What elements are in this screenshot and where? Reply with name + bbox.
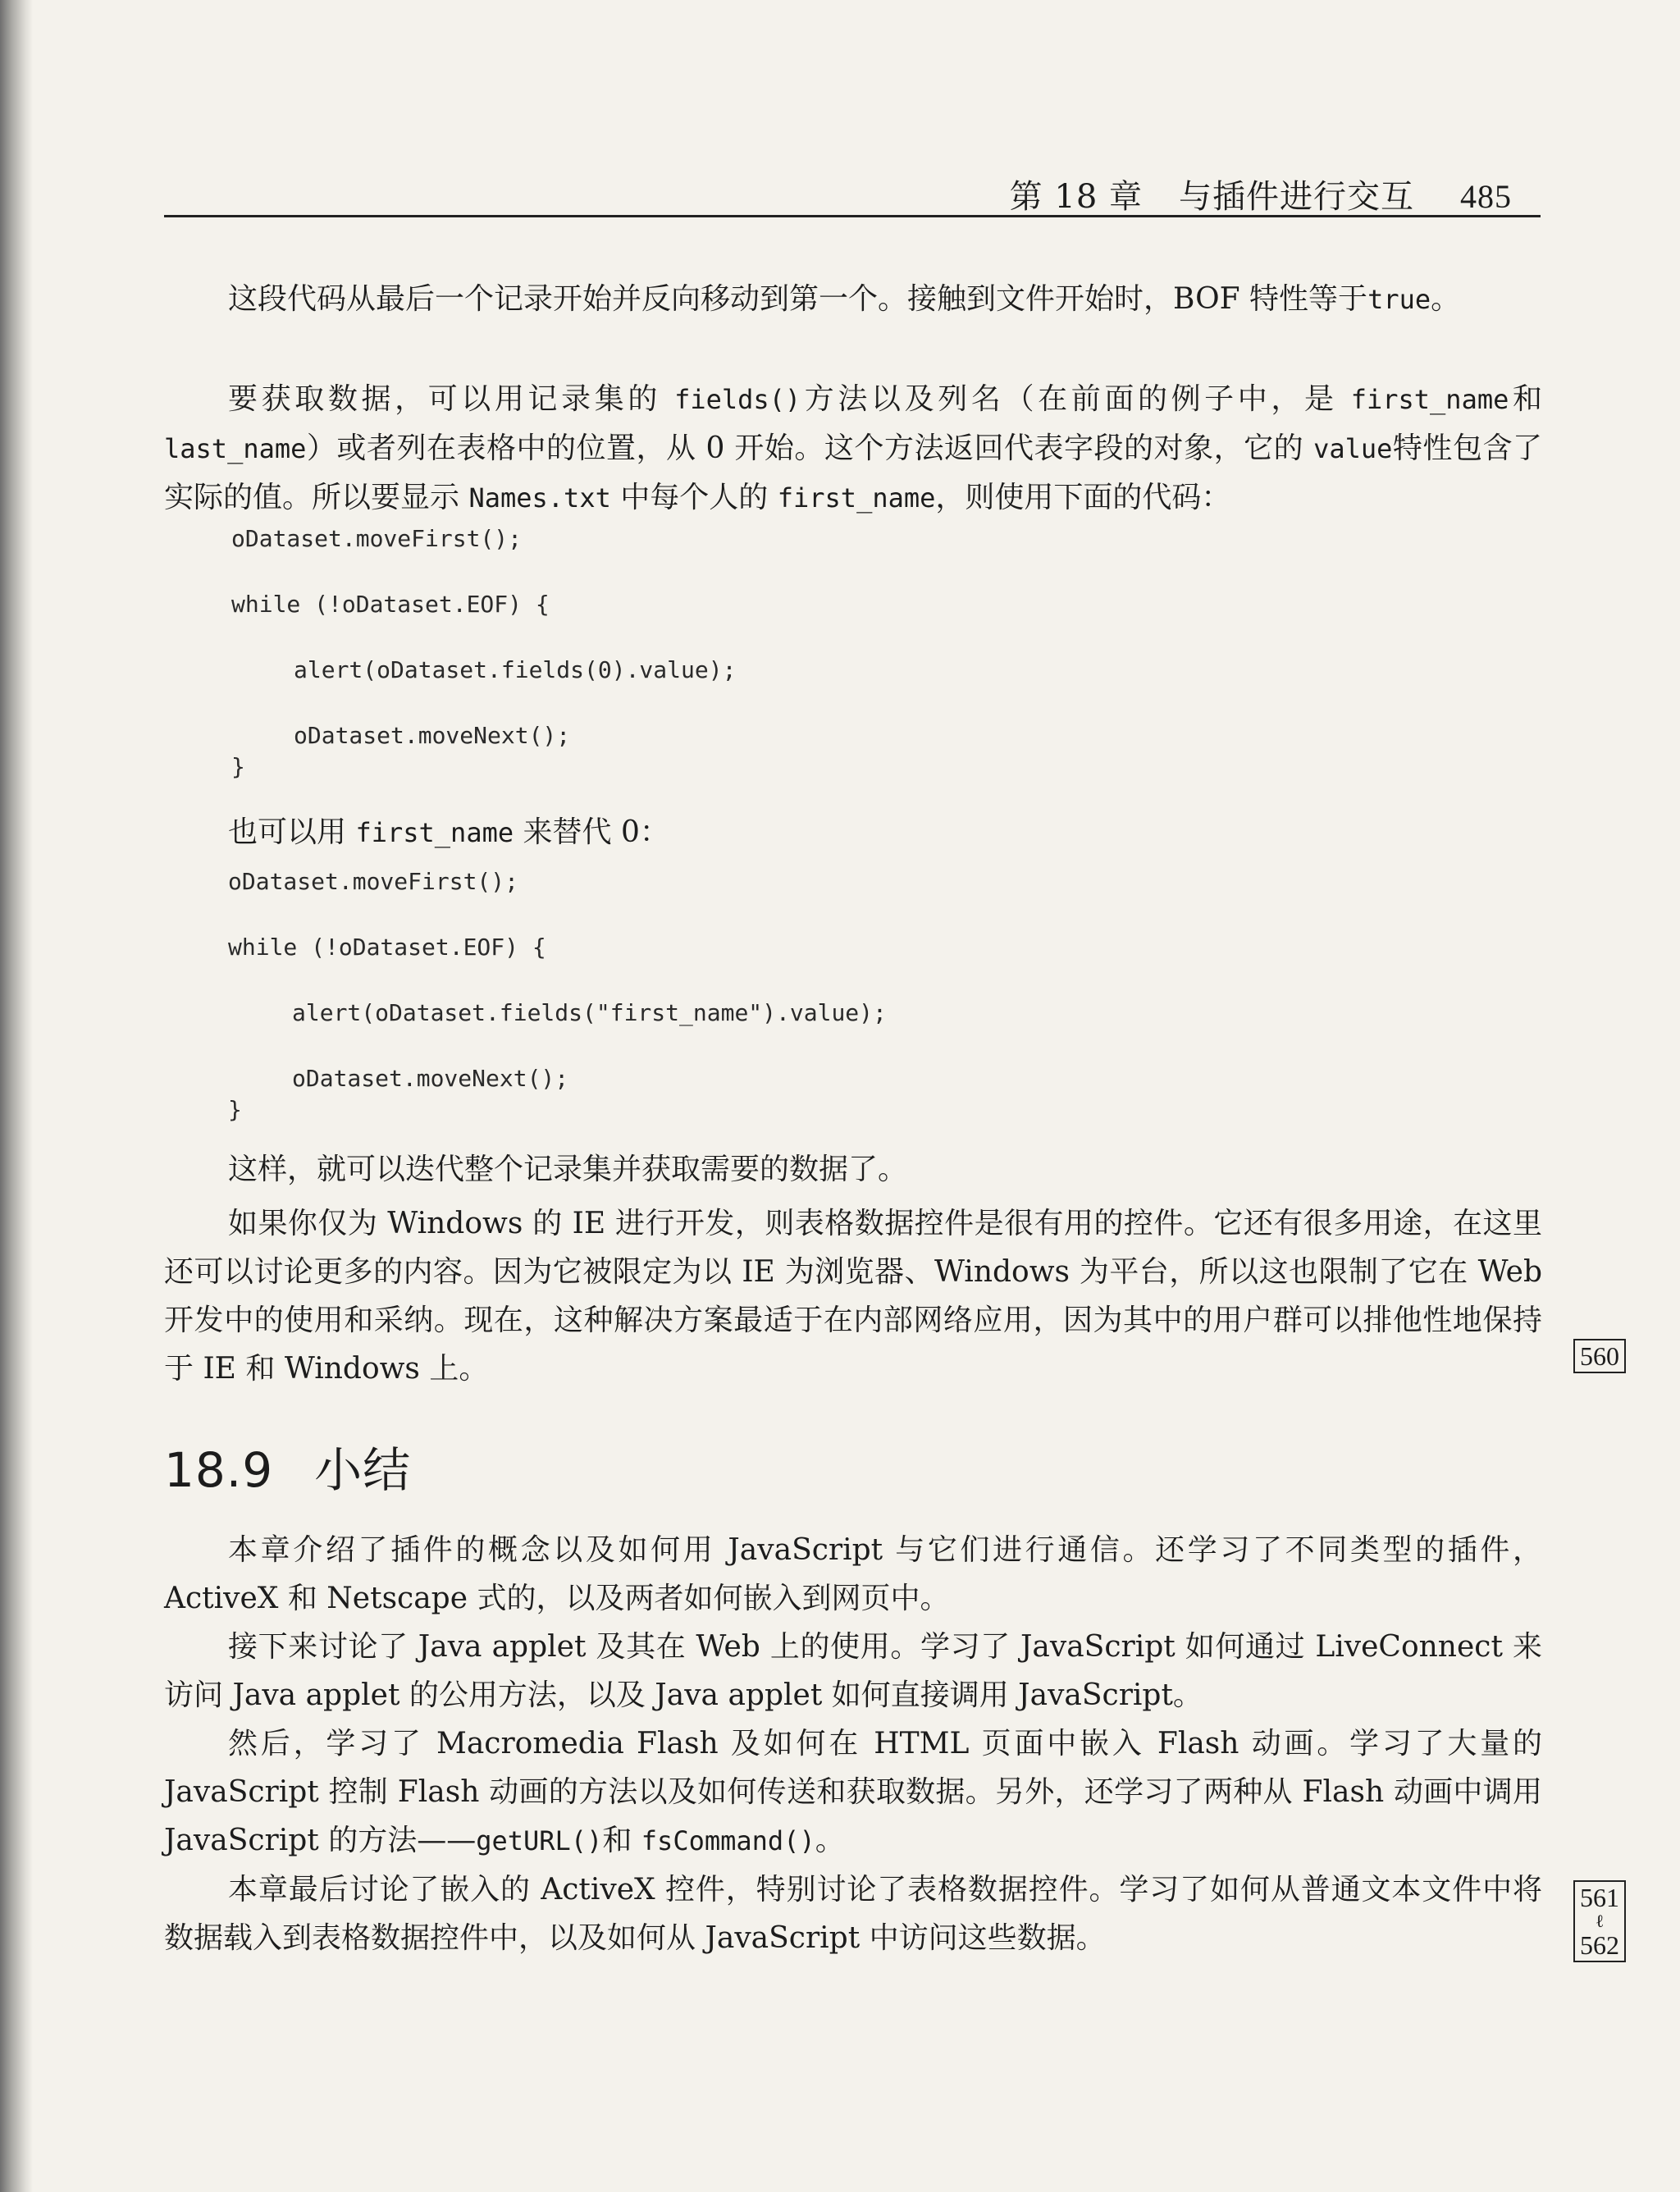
code-value: value: [1313, 433, 1393, 464]
summary-paragraph-2: 接下来讨论了 Java applet 及其在 Web 上的使用。学习了 JavaScript 如何通过 LiveConnect 来访问 Java applet 的公用方法，以及 Java applet 如何直接调用 JavaScript。: [164, 1630, 1542, 1712]
section-heading: [164, 1432, 411, 1500]
code1-line4: oDataset.moveNext();: [294, 722, 571, 749]
code-fscommand: fsCommand(): [641, 1825, 815, 1856]
summary-text-3b: 和: [602, 1824, 641, 1857]
intro-text-1-end: 。: [1431, 282, 1461, 316]
between-paragraph: [228, 809, 669, 851]
summary-text-3c: 。: [815, 1824, 845, 1857]
after-paragraph-1: 这样，就可以迭代整个记录集并获取需要的数据了。: [228, 1153, 908, 1186]
code2-line1: oDataset.moveFirst();: [228, 868, 519, 895]
chapter-number: 第 18 章: [1009, 178, 1143, 216]
intro-text-2g: ，则使用下面的代码：: [935, 481, 1231, 514]
section-number: 18.9: [164, 1442, 274, 1498]
intro-text-2c: 和: [1509, 382, 1542, 416]
code-geturl: getURL(): [476, 1825, 603, 1856]
code1-line5: }: [231, 753, 245, 780]
chapter-title: 与插件进行交互: [1179, 178, 1414, 216]
code-last-name: last_name: [164, 433, 307, 464]
margin-ref-560-text: 560: [1580, 1341, 1619, 1371]
running-header: [1010, 171, 1512, 217]
code2-line4: oDataset.moveNext();: [292, 1065, 569, 1092]
code1-line3: alert(oDataset.fields(0).value);: [294, 656, 737, 683]
summary-paragraph-4: 本章最后讨论了嵌入的 ActiveX 控件，特别讨论了表格数据控件。学习了如何从普通文本文件中将数据载入到表格数据控件中，以及如何从 JavaScript 中访问这些数据。: [164, 1873, 1542, 1955]
code1-line2: while (!oDataset.EOF) {: [231, 591, 550, 618]
page-number: 485: [1460, 178, 1512, 215]
book-spine-shadow: [0, 0, 33, 2192]
summary-text-3a: 然后，学习了 Macromedia Flash 及如何在 HTML 页面中嵌入 Flash 动画。学习了大量的 JavaScript 控制 Flash 动画的方法以及如何传送和获取数据。另外，还学习了两种从 Flash 动画中调用 JavaScript 的方法——: [164, 1727, 1542, 1857]
header-rule: [164, 215, 1541, 217]
intro-paragraph-2: [164, 375, 1542, 523]
section-title: 小结: [314, 1442, 412, 1498]
between-text-a: 也可以用: [228, 815, 356, 849]
margin-page-ref-560: [1573, 1339, 1626, 1373]
summary-paragraph-3: [164, 1719, 1542, 1865]
summary-paragraph-1: 本章介绍了插件的概念以及如何用 JavaScript 与它们进行通信。还学习了不同类型的插件，ActiveX 和 Netscape 式的，以及两者如何嵌入到网页中。: [164, 1533, 1542, 1615]
intro-text-2b: 方法以及列名（在前面的例子中，是: [801, 382, 1351, 416]
intro-text-2f: 中每个人的: [610, 481, 778, 514]
code2-line5: }: [228, 1096, 242, 1123]
intro-text-2d: ）或者列在表格中的位置，从 0 开始。这个方法返回代表字段的对象，它的: [306, 432, 1314, 465]
margin-ref-separator: ℓ: [1595, 1911, 1605, 1931]
code-first-name-2: first_name: [777, 482, 936, 514]
code-fields: fields(): [674, 384, 801, 415]
intro-text-2e: 特性包含了实际的值。所以要显示: [164, 432, 1542, 514]
code2-line2: while (!oDataset.EOF) {: [228, 934, 546, 961]
intro-text-2a: 要获取数据，可以用记录集的: [228, 382, 675, 416]
code-first-name-3: first_name: [355, 817, 514, 848]
between-text-b: 来替代 0：: [514, 815, 669, 849]
code-names-txt: Names.txt: [468, 482, 611, 514]
code2-line3: alert(oDataset.fields("first_name").value);: [292, 999, 887, 1026]
code-first-name: first_name: [1350, 384, 1509, 415]
margin-ref-561: 561: [1580, 1883, 1619, 1912]
after-paragraph-2: 如果你仅为 Windows 的 IE 进行开发，则表格数据控件是很有用的控件。它还有很多用途，在这里还可以讨论更多的内容。因为它被限定为以 IE 为浏览器、Windows 为平台，所以这也限制了它在 Web 开发中的使用和采纳。现在，这种解决方案最适于在内部网络应用，因为其中的用户群可以排他性地保持于 IE 和 Windows 上。: [164, 1207, 1542, 1386]
code-true: true: [1367, 284, 1431, 315]
code1-line1: oDataset.moveFirst();: [231, 525, 523, 552]
margin-page-ref-561-562: [1573, 1880, 1626, 1962]
intro-text-1: 这段代码从最后一个记录开始并反向移动到第一个。接触到文件开始时，BOF 特性等于: [228, 282, 1368, 316]
margin-ref-562: 562: [1580, 1930, 1619, 1960]
intro-paragraph-1: [164, 275, 1542, 324]
